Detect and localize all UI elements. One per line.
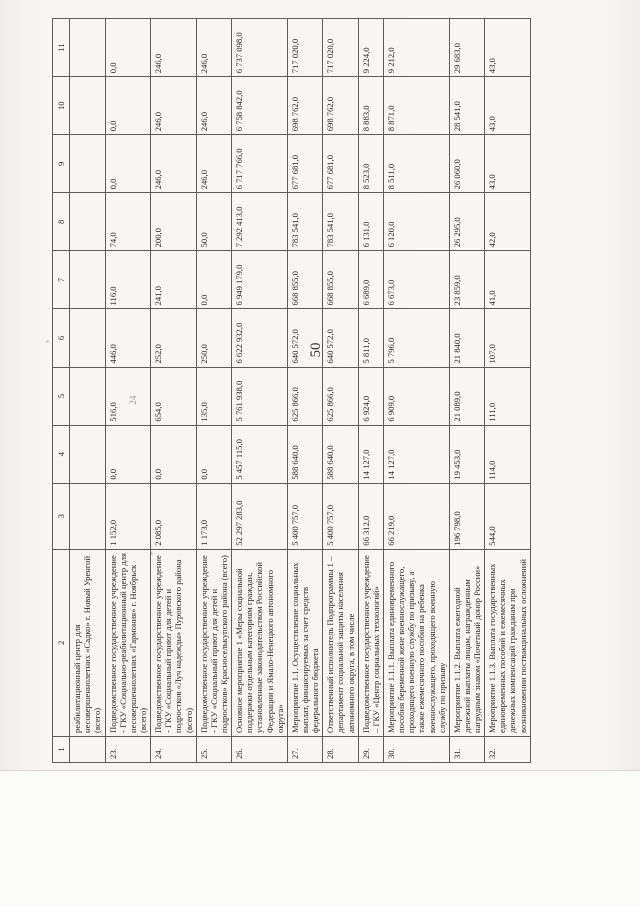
value-cell: 5 400 757,0	[287, 483, 322, 549]
value-cell: 9 224,0	[358, 19, 383, 77]
table-row	[485, 19, 531, 763]
value-cell: 21 840,0	[449, 309, 484, 367]
row-name-cell: Подведомственное государственное учреждение - ГКУ «Социальный приют для детей и подростков «Луч надежды» Пуровского района (всего)	[151, 549, 197, 736]
value-cell: 5 400 757,0	[323, 483, 358, 549]
row-name-cell: Подведомственное государственное учреждение - ГКУ «Социальный приют для детей и подростков» Красноселькупского района (всего)	[196, 549, 231, 736]
table-row	[449, 19, 484, 763]
value-cell: 5 457 115,0	[232, 425, 288, 483]
value-cell: 0,0	[151, 425, 197, 483]
page-number: 50	[308, 342, 324, 358]
value-cell: 66 219,0	[383, 483, 449, 549]
value-cell: 74,0	[105, 193, 151, 251]
value-cell: 625 866,0	[287, 367, 322, 425]
value-cell: 677 681,0	[323, 135, 358, 193]
row-name-cell: Мероприятие 1.1.3. Выплата государственных единовременных пособий и ежемесячных денежных компенсаций гражданам при возникновении поствакцинальных осложнений	[485, 549, 531, 736]
column-header: 6	[53, 309, 70, 367]
value-cell: 114,0	[485, 425, 531, 483]
value-cell: 0,0	[196, 425, 231, 483]
value-cell	[70, 135, 105, 193]
value-cell: 5 796,0	[383, 309, 449, 367]
value-cell: 26 060,0	[449, 135, 484, 193]
value-cell: 50,0	[196, 193, 231, 251]
scan-background	[0, 770, 640, 906]
row-name-cell: Ответственный исполнитель Подпрограммы 1 – департамент социальной защиты населения автономного округа, в том числе	[323, 549, 358, 736]
value-cell: 0,0	[105, 77, 151, 135]
value-cell: 717 020,0	[287, 19, 322, 77]
value-cell: 246,0	[196, 19, 231, 77]
row-number-cell: 29.	[358, 736, 383, 762]
row-number-cell: 30.	[383, 736, 449, 762]
row-number-cell: 31.	[449, 736, 484, 762]
value-cell: 14 127,0	[383, 425, 449, 483]
row-number-cell: 23.	[105, 736, 151, 762]
row-number-cell: 26.	[232, 736, 288, 762]
value-cell: 625 866,0	[323, 367, 358, 425]
value-cell: 41,0	[485, 251, 531, 309]
value-cell: 668 855,0	[323, 251, 358, 309]
table-row	[70, 19, 105, 763]
row-name-cell: Мероприятие 1.1.2. Выплата ежегодной денежной выплаты лицам, награжденным нагрудным знаком «Почетный донор России»	[449, 549, 484, 736]
value-cell: 43,0	[485, 19, 531, 77]
column-header: 11	[53, 19, 70, 77]
value-cell: 7 292 413,0	[232, 193, 288, 251]
column-header: 7	[53, 251, 70, 309]
value-cell: 677 681,0	[287, 135, 322, 193]
value-cell: 6 924,0	[358, 367, 383, 425]
value-cell: 6 673,0	[383, 251, 449, 309]
value-cell: 26 295,0	[449, 193, 484, 251]
value-cell: 250,0	[196, 309, 231, 367]
value-cell: 654,0	[151, 367, 197, 425]
value-cell: 28 541,0	[449, 77, 484, 135]
value-cell: 107,0	[485, 309, 531, 367]
row-name-cell: Подведомственное государственное учреждение - ГКУ «Социально-реабилитационный центр для несовершеннолетних «Гармония» г. Ноябрьск (всего)	[105, 549, 151, 736]
value-cell	[70, 483, 105, 549]
value-cell: 21 089,0	[449, 367, 484, 425]
column-header: 10	[53, 77, 70, 135]
value-cell: 196 798,0	[449, 483, 484, 549]
value-cell: 246,0	[151, 77, 197, 135]
value-cell: 717 020,0	[323, 19, 358, 77]
value-cell: 200,0	[151, 193, 197, 251]
value-cell	[70, 19, 105, 77]
row-number-cell: 25.	[196, 736, 231, 762]
value-cell: 43,0	[485, 135, 531, 193]
value-cell: 668 855,0	[287, 251, 322, 309]
table-body	[70, 19, 531, 763]
row-name-cell: Мероприятие 1.1.1. Выплата единовременного пособия беременной жене военнослужащего, проходящего военную службу по призыву, а также ежемесячного пособия на ребенка военнослужащего, проходящего военную службу по призыву	[383, 549, 449, 736]
value-cell: 640 572,0	[287, 309, 322, 367]
table-row	[358, 19, 383, 763]
value-cell: 6 737 098,0	[232, 19, 288, 77]
table-row	[105, 19, 151, 763]
margin-marker: 24	[128, 395, 138, 405]
value-cell	[70, 309, 105, 367]
value-cell: 6 131,0	[358, 193, 383, 251]
value-cell: 698 762,0	[287, 77, 322, 135]
value-cell: 116,0	[105, 251, 151, 309]
value-cell: 8 523,0	[358, 135, 383, 193]
value-cell: 246,0	[151, 19, 197, 77]
value-cell: 516,0	[105, 367, 151, 425]
value-cell: 9 212,0	[383, 19, 449, 77]
value-cell: 0,0	[105, 135, 151, 193]
value-cell: 6 909,0	[383, 367, 449, 425]
value-cell: 0,0	[196, 251, 231, 309]
value-cell	[70, 251, 105, 309]
value-cell: 783 541,0	[287, 193, 322, 251]
table-row	[287, 19, 322, 763]
value-cell: 66 312,0	[358, 483, 383, 549]
table-row	[383, 19, 449, 763]
value-cell: 6 758 842,0	[232, 77, 288, 135]
value-cell	[70, 77, 105, 135]
column-header: 9	[53, 135, 70, 193]
value-cell	[70, 425, 105, 483]
table-rotator	[52, 18, 577, 763]
value-cell: 446,0	[105, 309, 151, 367]
value-cell: 6 622 932,0	[232, 309, 288, 367]
row-name-cell: Мероприятие 1.1. Осуществление социальных выплат, финансируемых за счет средств федерального бюджета	[287, 549, 322, 736]
value-cell: 6 689,0	[358, 251, 383, 309]
column-header: 2	[53, 549, 70, 736]
value-cell	[70, 367, 105, 425]
value-cell: 246,0	[196, 77, 231, 135]
column-header: 8	[53, 193, 70, 251]
value-cell: 29 683,0	[449, 19, 484, 77]
row-number-cell: 24.	[151, 736, 197, 762]
row-name-cell: Подведомственное государственное учреждение – ГКУ «Центр социальных технологий»	[358, 549, 383, 736]
value-cell: 1 173,0	[196, 483, 231, 549]
value-cell: 544,0	[485, 483, 531, 549]
value-cell: 1 152,0	[105, 483, 151, 549]
value-cell: 5 761 938,0	[232, 367, 288, 425]
value-cell: 42,0	[485, 193, 531, 251]
value-cell: 5 811,0	[358, 309, 383, 367]
value-cell: 52 297 283,0	[232, 483, 288, 549]
row-name-cell: Основное мероприятие 1 «Меры социальной поддержки отдельным категориям граждан, установленные законодательством Российской Федерации и Ямало-Ненецкого автономного округа»	[232, 549, 288, 736]
value-cell: 23 859,0	[449, 251, 484, 309]
value-cell: 43,0	[485, 77, 531, 135]
value-cell: 588 640,0	[287, 425, 322, 483]
value-cell: 111,0	[485, 367, 531, 425]
value-cell: 8 871,0	[383, 77, 449, 135]
value-cell: 6 120,0	[383, 193, 449, 251]
value-cell: 241,0	[151, 251, 197, 309]
column-header: 3	[53, 483, 70, 549]
value-cell: 246,0	[151, 135, 197, 193]
rotated-table-area	[52, 18, 577, 763]
table-row	[151, 19, 197, 763]
table-row	[232, 19, 288, 763]
value-cell: 2 085,0	[151, 483, 197, 549]
row-name-cell: реабилитационный центр для несовершеннолетних «Садко» г. Новый Уренгой (всего)	[70, 549, 105, 736]
value-cell: 14 127,0	[358, 425, 383, 483]
value-cell: 0,0	[105, 425, 151, 483]
value-cell: 698 762,0	[323, 77, 358, 135]
value-cell: 588 640,0	[323, 425, 358, 483]
value-cell: 8 883,0	[358, 77, 383, 135]
value-cell: 252,0	[151, 309, 197, 367]
scan-speck	[46, 340, 49, 343]
column-header: 4	[53, 425, 70, 483]
value-cell: 8 511,0	[383, 135, 449, 193]
table-row	[196, 19, 231, 763]
value-cell	[70, 193, 105, 251]
value-cell: 135,0	[196, 367, 231, 425]
value-cell: 0,0	[105, 19, 151, 77]
column-header: 5	[53, 367, 70, 425]
row-number-cell	[70, 736, 105, 762]
row-number-cell: 32.	[485, 736, 531, 762]
value-cell: 246,0	[196, 135, 231, 193]
value-cell: 783 541,0	[323, 193, 358, 251]
value-cell: 19 453,0	[449, 425, 484, 483]
column-header: 1	[53, 736, 70, 762]
header-row	[53, 19, 70, 763]
budget-table	[52, 18, 531, 763]
value-cell: 6 717 766,0	[232, 135, 288, 193]
value-cell: 640 572,0	[323, 309, 358, 367]
value-cell: 6 949 179,0	[232, 251, 288, 309]
row-number-cell: 27.	[287, 736, 322, 762]
table-row	[323, 19, 358, 763]
row-number-cell: 28.	[323, 736, 358, 762]
